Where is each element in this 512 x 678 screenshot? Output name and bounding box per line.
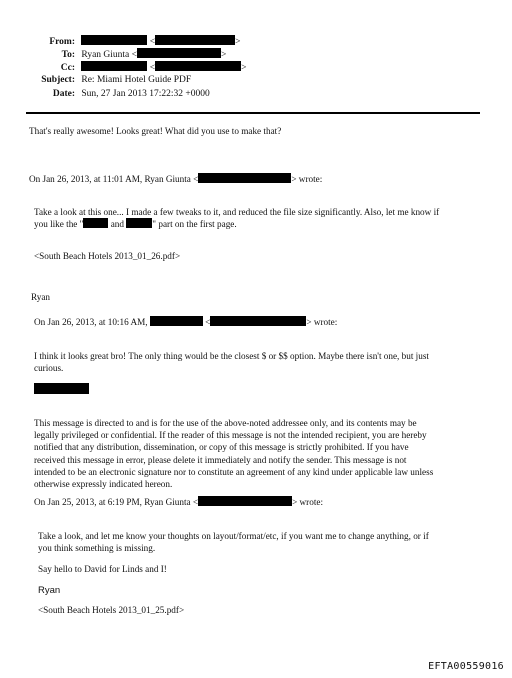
redaction-block	[155, 35, 235, 45]
redaction-block	[150, 316, 203, 326]
subject-label: Subject:	[41, 75, 75, 85]
date-label: Date:	[52, 89, 75, 99]
redaction-block	[83, 218, 108, 228]
subject-value: Re: Miami Hotel Guide PDF	[81, 75, 192, 85]
legal-disclaimer: This message is directed to and is for the use of the above-noted addressee only, and its contents may be legally privileged or confidential. If the reader of this message is not the intended recipient, you are hereby notified that any distribution, dissemination, or copy of this message is strictly prohibited. If you have received this message in error, please delete it immediately and notify the sender. This message is not intended to be an electronic signature nor to constitute an agreement of any kind under applicable law unless otherwise expressly indicated hereon.	[34, 418, 434, 490]
date-value: Sun, 27 Jan 2013 17:22:32 +0000	[81, 89, 210, 99]
redaction-block	[126, 218, 152, 228]
redaction-block	[198, 496, 292, 506]
signature-2: Ryan	[38, 585, 61, 596]
redaction-block	[81, 35, 147, 45]
quote-paragraph-3: Take a look, and let me know your thoughts on layout/format/etc, if you want me to change anything, or if you think something is missing.	[38, 531, 429, 553]
header-cc-row: Cc: < >	[0, 61, 246, 73]
redaction-block	[81, 61, 147, 71]
reply-main: That's really awesome! Looks great! What did you use to make that?	[29, 126, 282, 136]
to-label: To:	[61, 50, 75, 60]
signature-1: Ryan	[31, 292, 51, 302]
quote-header-3: On Jan 25, 2013, at 6:19 PM, Ryan Giunta < > wrote:	[34, 497, 324, 507]
greeting-line: Say hello to David for Linds and I!	[38, 564, 167, 574]
quote-header-2: On Jan 26, 2013, at 10:16 AM, < > wrote:	[34, 317, 338, 327]
redaction-block	[198, 173, 291, 183]
header-to-row: To: Ryan Giunta < >	[0, 48, 226, 60]
attachment-2: <South Beach Hotels 2013_01_25.pdf>	[38, 605, 185, 615]
redaction-block	[155, 61, 241, 71]
quote-paragraph-2: I think it looks great bro! The only thing would be the closest $ or $$ option. Maybe there isn't one, but just curious.	[34, 351, 429, 373]
quote-header-1: On Jan 26, 2013, at 11:01 AM, Ryan Giunta < > wrote:	[29, 174, 323, 184]
header-from-row: From: < >	[0, 35, 240, 47]
header-divider	[26, 112, 480, 114]
quote-paragraph-1: Take a look at this one... I made a few tweaks to it, and reduced the file size significantly. Also, let me know if you like the " and " part on the first page.	[34, 207, 440, 229]
from-label: From:	[49, 37, 75, 47]
bates-number: EFTA00559016	[428, 661, 504, 672]
header-date-row	[0, 89, 210, 99]
redaction-block	[34, 383, 89, 394]
redaction-block	[137, 48, 221, 58]
redaction-block	[210, 316, 306, 326]
cc-label: Cc:	[60, 63, 75, 73]
attachment-1: <South Beach Hotels 2013_01_26.pdf>	[34, 251, 181, 261]
to-value: Ryan Giunta <	[81, 50, 138, 60]
header-subject-row	[0, 75, 191, 85]
